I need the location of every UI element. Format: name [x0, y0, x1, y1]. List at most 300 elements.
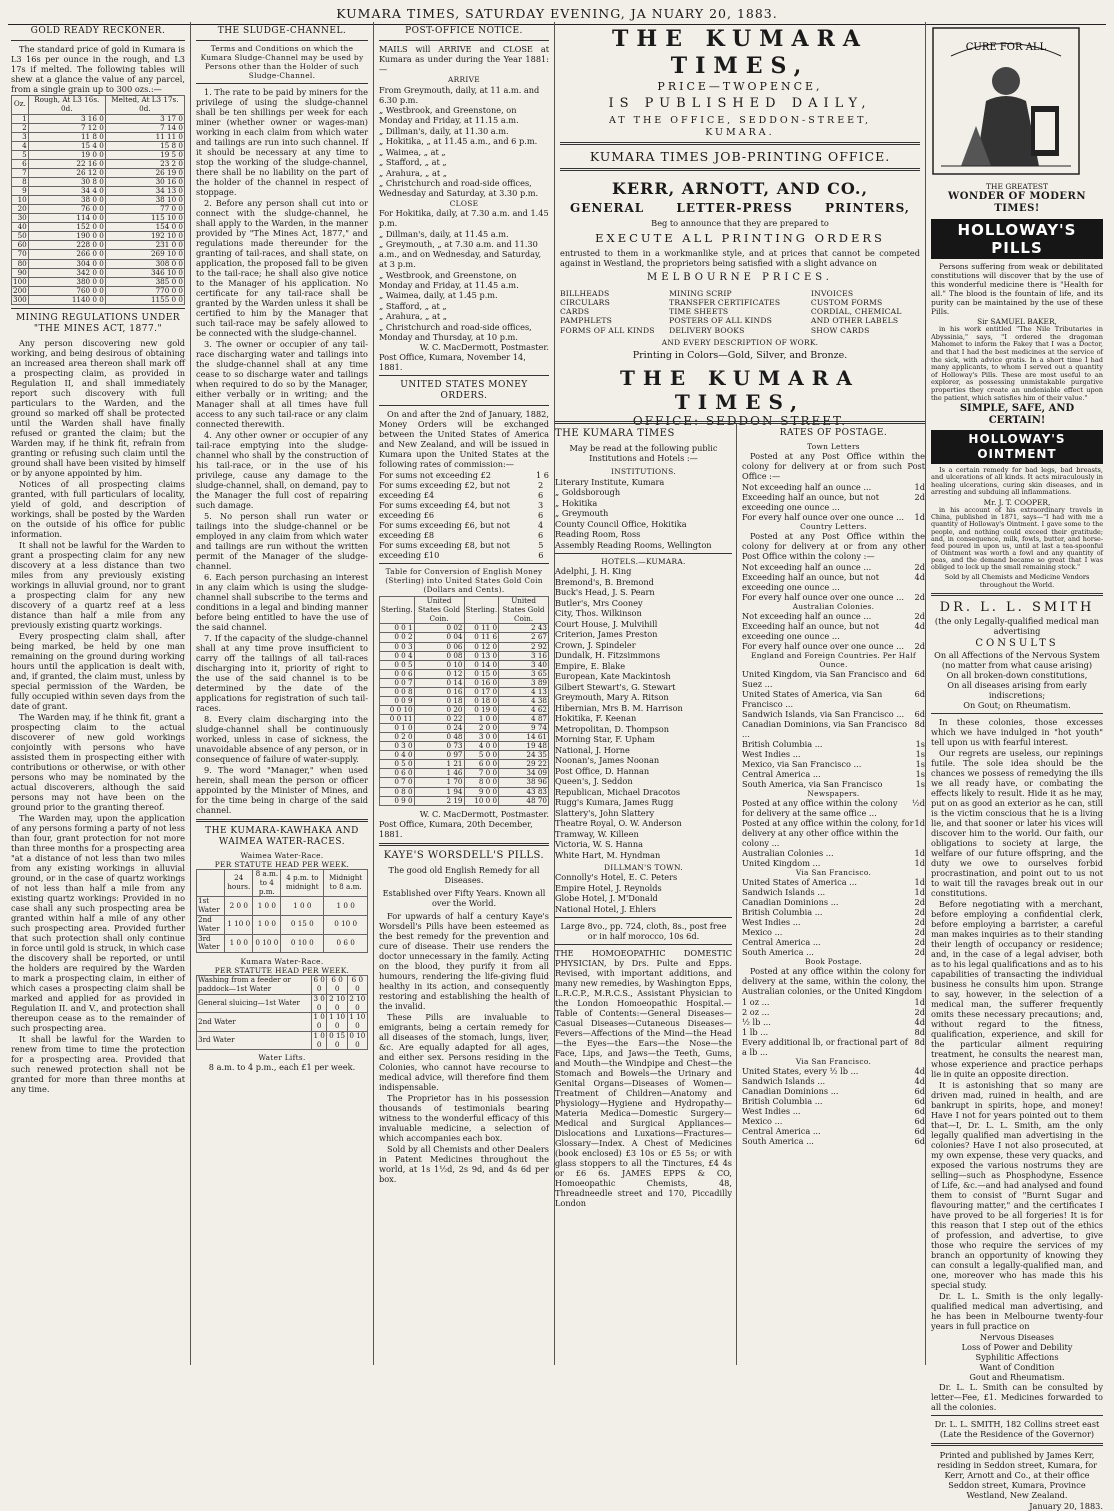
gold-row-cell: 114 0 0	[28, 214, 105, 223]
gold-row	[12, 114, 185, 123]
conversion-row-cell: 48 70	[499, 796, 549, 805]
waimea-row-cell: 1 0 0	[324, 897, 368, 916]
money-order-row	[379, 540, 549, 560]
waimea-row-cell: 0 15 0	[281, 916, 324, 935]
rate-value: 6d	[914, 1106, 925, 1117]
gold-row-cell: 1140 0 0	[28, 295, 105, 304]
rate-value: 8d	[914, 719, 925, 730]
conversion-row-cell: 5 0 0	[464, 751, 499, 760]
rate-row	[742, 1007, 925, 1017]
dr-fee: Dr. L. L. Smith can be consulted by letter—Fee, £1. Medicines forwarded to all the colonies.	[931, 1381, 1103, 1412]
waimea-row-cell: 1 0 0	[225, 934, 253, 953]
rate-row	[742, 1017, 925, 1027]
gold-row-cell: 38 10 0	[105, 196, 184, 205]
conversion-row-cell: 4 38	[499, 696, 549, 705]
conversion-row-cell: 1 70	[414, 778, 464, 787]
kaye-paragraph: The Proprietor has in his possession thousands of testimonials bearing witness to the wonderful efficacy of this invaluable medicine, a selection of which accompanies each box.	[379, 1092, 549, 1143]
printing-item: POSTERS OF ALL KINDS	[669, 316, 773, 326]
sludge-paragraph: 1. The rate to be paid by miners for the privilege of using the sludge-channel shall be ten shillings per week for each miner (whether owner or wages-man) working in each claim from which water and tailings are run into such channel. If it should be necessary at any time to stop the working of the sludge-channel, there shall be no liability on the part of the holder of the channel in respect of stoppage.	[196, 87, 368, 198]
waimea-row	[197, 934, 368, 953]
hotel-item: Greymouth, Mary A. Ritson	[555, 692, 669, 703]
rate-value: 6d	[914, 669, 925, 680]
conversion-row-cell: 0 7 0	[380, 778, 415, 787]
dr-smith-sub: (the only Legally-qualified medical man advertising	[934, 615, 1100, 636]
divider	[379, 563, 549, 564]
printing-item: TRANSFER CERTIFICATES	[669, 297, 781, 307]
simple-safe-label: SIMPLE, SAFE, AND CERTAIN!	[959, 403, 1075, 427]
mining-paragraph: It shall not be lawful for the Warden to grant a prospecting claim for any new discovery at a less distance than two miles from any previously existing workings in alluvial ground, nor to grant a prospecting claim for any new discovery of a quartz reef at a less distance than half a mile from any previously existing quartz workings.	[11, 539, 185, 630]
close-line: For Hokitika, daily, at 7.30 a.m. and 1.45 p.m.	[379, 208, 549, 229]
divider	[555, 944, 732, 945]
rate-section-title: Via San Francisco.	[795, 1057, 872, 1067]
gold-row-cell: 50	[12, 232, 29, 241]
conversion-row-cell: 19 48	[499, 742, 549, 751]
rate-row	[742, 562, 925, 572]
gold-row-cell: 9	[12, 187, 29, 196]
water-lifts-title: Water Lifts.	[258, 1053, 306, 1063]
gold-row	[12, 123, 185, 132]
conversion-row-cell: 2 0 0	[464, 724, 499, 733]
post-office-date-2: Post Office, Kumara, 20th December, 1881.	[379, 818, 533, 839]
homoeopathic-text: THE HOMOEOPATHIC DOMESTIC PHYSICIAN, by Drs. Pulte and Epps. Revised, with important additions, and many new remedies, by Washington Epps, L.R.C.P., M.R.C.S., Assistant Physician to the London Homoeopathic Hospital.—Table of Contents:—General Diseases—Casual Diseases—Cutaneous Diseases—Fevers—Affections of the Mind—the Head—the Eyes—the Ears—the Nose—the Face, Lips, and Jaws—the Teeth, Gums, and Mouth—the Windpipe and Chest—the Stomach and Bowels—the Urinary and Genital Organs—Diseases of Women—Treatment of Children—Anatomy and Physiology—Hygiene and Hydropathy—Materia Medica—Domestic Surgery—Medical and Surgical Appliances—Dislocations and Luxations—Fractures—Glossary—Index. A Chest of Medicines (book enclosed) £3 10s or £5 5s; or with glass stoppers to all the Tinctures, £4 4s or £6 6s. JAMES EPPS & CO, Homoeopathic Chemists, 48, Threadneedle street and 170, Piccadilly London	[555, 947, 732, 1208]
rate-label: Canadian Dominions, via San Francisco ...	[742, 719, 908, 740]
conversion-row-cell: 9 74	[499, 724, 549, 733]
rate-row	[742, 1126, 925, 1136]
rate-label: Canadian Dominions ...	[742, 897, 839, 908]
rate-label: West Indies ...	[742, 1106, 801, 1117]
rate-label: Exceeding half an ounce, but not exceeding one ounce ...	[742, 492, 880, 512]
conversion-row-cell: 3 89	[499, 678, 549, 687]
rate-label: Not exceeding half an ounce ...	[742, 482, 872, 492]
conversion-row-cell: 43 83	[499, 787, 549, 796]
water-lifts-text: 8 a.m. to 4 p.m., each £1 per week.	[208, 1062, 356, 1073]
conversion-row-cell: 0 5 0	[380, 760, 415, 769]
dr-list-item: Syphilitic Affections	[975, 1351, 1059, 1362]
conversion-row-cell: 0 16	[414, 687, 464, 696]
arrive-line: „ Christchurch and road-side offices, Wednesday and Saturday, at 3.30 p.m.	[379, 178, 539, 198]
hotel-item: Hibernian, Mrs B. M. Harrison	[555, 702, 683, 713]
dillman-item: Connolly's Hotel, E. C. Peters	[555, 872, 678, 883]
rate-section-text: Posted at any office within the colony for delivery at the same, within the colony, the Australian colonies, or the United Kingdom	[742, 966, 925, 997]
rate-value: 6d	[914, 1116, 925, 1127]
rate-value: 2d	[914, 492, 925, 502]
kumara-race-row-cell: Washing from a feeder or paddock—1st Water	[197, 976, 312, 995]
masthead: KUMARA TIMES, SATURDAY EVENING, JA NUARY 20, 1883.	[8, 6, 1106, 25]
money-order-row	[379, 470, 549, 480]
rate-label: Not exceeding half an ounce ...	[742, 562, 872, 573]
gold-row-cell: 308 0 0	[105, 259, 184, 268]
dr-paragraph: In these colonies, those excesses which we have indulged in "hot youth" tell upon us with fearful interest.	[931, 716, 1103, 747]
gold-row-cell: 15 4 0	[28, 141, 105, 150]
conversion-row-cell: 7 0 0	[464, 769, 499, 778]
close-list	[379, 208, 549, 342]
columns	[6, 22, 1108, 1511]
rate-row	[742, 1136, 925, 1146]
per-head-label-2: PER STATUTE HEAD PER WEEK.	[214, 966, 350, 976]
sludge-terms	[196, 87, 368, 815]
money-order-fee: 2 6	[538, 479, 544, 500]
hotel-item: Court House, J. Mulvihill	[555, 618, 658, 629]
dr-list-item: Nervous Diseases	[980, 1331, 1054, 1342]
column-kumara-times	[555, 22, 926, 1365]
rate-row	[742, 779, 925, 789]
gold-row-cell: 80	[12, 259, 29, 268]
conversion-row-cell: 0 22	[414, 715, 464, 724]
greatest-label: THE GREATEST	[985, 182, 1049, 191]
conversion-row-cell: 0 10	[414, 660, 464, 669]
kumara-race-row-cell: 2 10 0	[327, 994, 347, 1013]
kt-read-title: THE KUMARA TIMES	[555, 428, 675, 439]
hotels-list	[555, 566, 732, 860]
printing-item: CARDS	[560, 307, 590, 317]
kaye-text	[379, 911, 549, 1184]
hotel-item: Crown, J. Spindeler	[555, 639, 636, 650]
arrive-line: „ Hokitika, „ at 11.45 a.m., and 6 p.m.	[379, 136, 538, 146]
kumara-race-row	[197, 976, 368, 995]
conversion-row-cell: 3 16	[499, 651, 549, 660]
gold-row-cell: 200	[13, 285, 27, 295]
divider	[931, 1415, 1103, 1416]
kaye-paragraph: Sold by all Chemists and other Dealers in Patent Medicines throughout the world, at 1s 1½d, 2s 9d, and 4s 6d per box.	[379, 1143, 549, 1184]
hotel-item: Criterion, James Preston	[555, 629, 658, 640]
rate-value: 4d	[914, 621, 925, 632]
divider	[931, 1443, 1103, 1446]
per-head-label: PER STATUTE HEAD PER WEEK.	[214, 860, 350, 870]
rate-value: 6d	[914, 1126, 925, 1137]
melted-header: Melted, At L3 17s. 0d.	[105, 95, 184, 114]
rate-label: South America, via San Francisco	[742, 779, 883, 790]
rate-value: 1d	[914, 858, 925, 869]
dr-smith-title: DR. L. L. SMITH	[939, 599, 1095, 615]
rate-section-title: Country Letters.	[800, 522, 867, 531]
gold-row-cell: 266 0 0	[28, 250, 105, 259]
conversion-row-cell: 0 0 10	[380, 705, 415, 714]
dillman-item: National Hotel, J. Ehlers	[555, 903, 656, 914]
rates-content	[742, 442, 925, 1146]
conversion-row-cell: 0 0 5	[380, 660, 415, 669]
rate-label: British Columbia ...	[742, 907, 823, 918]
conversion-row-cell: 0 18 0	[464, 696, 499, 705]
conversion-row-cell: 0 15 0	[464, 669, 499, 678]
rate-value: 2d	[914, 562, 925, 573]
rate-row	[742, 877, 925, 887]
gold-row-cell: 34 13 0	[105, 187, 184, 196]
printing-item: AND OTHER LABELS	[810, 316, 899, 326]
rate-value: 1d	[914, 512, 925, 522]
dr-list-item: Gout and Rheumatism.	[969, 1371, 1065, 1382]
baker-text: in his work entitled "The Nile Tributaries in Abyssinia," says, "I ordered the dragoman Mahomet to inform the Fakey that I was a Doctor, and that I had the best medicines at the service of the sick, with advice gratis. In a short time I had many applicants, to whom I served out a quantity of Holloway's Pills. These are most useful to an explorer, as possessing unmistakable purgative properties they create an undeniable effect upon the patient, which satisfies him of their value."	[931, 325, 1103, 402]
divider	[560, 168, 920, 171]
gold-row-cell: 1	[12, 114, 29, 123]
rate-label: Posted at any office within the colony, for delivery at any other office within the colony ...	[742, 818, 914, 849]
conversion-row-cell: 29 22	[499, 760, 549, 769]
divider	[196, 83, 368, 84]
rate-value: 4d	[914, 1066, 925, 1077]
rate-section-title: Newspapers.	[807, 789, 860, 799]
rate-value: ½d	[911, 798, 925, 809]
close-line: „ Westbrook, and Greenstone, on Monday and Friday, at 11.45 a.m.	[379, 269, 519, 290]
gold-row	[12, 286, 185, 295]
conversion-row-cell: 0 13 0	[464, 651, 499, 660]
mining-paragraph: Every prospecting claim shall, after being marked, be held by one man remaining on the ground during working hours until the application is dealt with, and, if granted, the claim must, unless by special permission of the Warden, be fully occupied within seven days from the date of grant.	[11, 630, 185, 711]
post-office-title: POST-OFFICE NOTICE.	[405, 26, 523, 36]
kaye-subtitle: The good old English Remedy for all Diseases.	[388, 864, 540, 885]
money-order-label: For sums exceeding £2, but not exceeding £4	[379, 479, 510, 500]
oz-header: Oz.	[12, 95, 29, 114]
conversion-row-cell: 0 97	[414, 751, 464, 760]
dr-address: Dr. L. L. SMITH, 182 Collins street east (Late the Residence of the Governor)	[934, 1418, 1100, 1439]
rate-label: Mexico ...	[742, 1116, 783, 1127]
arrive-line: From Greymouth, daily, at 11 a.m. and 6.30 p.m.	[379, 84, 540, 105]
rate-value: 6d	[914, 1136, 925, 1147]
rate-row	[742, 927, 925, 937]
gold-row-cell: 11 11 0	[105, 132, 184, 141]
dr-smith-list	[931, 1332, 1103, 1382]
kumara-race-row-cell: 3rd Water	[197, 1031, 312, 1050]
wonder-label: WONDER OF MODERN TIMES!	[948, 191, 1086, 215]
printing-item: TIME SHEETS	[669, 307, 729, 317]
rate-section-title: Australian Colonies.	[792, 602, 875, 612]
hotel-item: National, J. Horne	[555, 744, 630, 755]
kumara-race-row-cell: 6 0 0	[327, 976, 347, 995]
sludge-subtitle: Terms and Conditions on which the Kumara Sludge-Channel may be used by Persons other than the Holder of such Sludge-Channel.	[200, 43, 364, 81]
sludge-paragraph: 7. If the capacity of the sludge-channel shall at any time prove insufficient to carry off the tailings of all tail-races discharging into it, priority of right to the use of the said channel is to be determined by the date of the applications for registration of such tail-races.	[196, 633, 368, 714]
rate-label: Mexico ...	[742, 927, 783, 938]
rate-row	[742, 611, 925, 621]
rate-value: 1d	[914, 848, 925, 859]
conversion-row-cell: 0 14	[414, 678, 464, 687]
printing-item: FORMS OF ALL KINDS	[560, 325, 655, 335]
lower-section	[555, 424, 925, 1365]
waimea-header: 8 a.m. to 4 p.m.	[253, 870, 281, 897]
arrive-line: „ Dillman's, daily, at 11.30 a.m.	[379, 125, 509, 136]
rate-label: Mexico, via San Francisco ...	[742, 759, 862, 770]
conversion-row-cell: 4 62	[499, 705, 549, 714]
every-description: AND EVERY DESCRIPTION OF WORK.	[661, 337, 819, 347]
gold-table	[11, 95, 185, 305]
kumara-race-row-cell: 1 0 0	[311, 1013, 327, 1032]
gold-row-cell: 19 5 0	[105, 150, 184, 159]
conversion-header: United States Gold Coin.	[414, 597, 464, 624]
conversion-row-cell: 0 0 8	[380, 687, 415, 696]
rate-label: United States of America ...	[742, 877, 857, 888]
gold-row-cell: 115 10 0	[105, 214, 184, 223]
rate-value: 2d	[914, 947, 925, 958]
hotel-item: Republican, Michael Dracotos	[555, 786, 681, 797]
institution-item: „ Goldsborough	[555, 487, 621, 498]
money-order-row	[379, 520, 549, 540]
sludge-paragraph: 4. Any other owner or occupier of any tail-race emptying into the sludge-channel who shall by the construction of his tail-race, or in the use of his privilege, cause any damage to the sludge-channel, shall, on demand, pay to the Manager the full cost of repairing such damage.	[196, 430, 368, 511]
printing-item: DELIVERY BOOKS	[669, 325, 745, 335]
gold-row-cell: 3 16 0	[28, 114, 105, 123]
rate-row	[742, 572, 925, 592]
arrive-line: „ Westbrook, and Greenstone, on Monday and Friday, at 11.15 a.m.	[379, 105, 519, 125]
rate-value: 6d	[914, 709, 925, 720]
hotel-item: Post Office, D. Hannan	[555, 765, 650, 776]
arrive-label: ARRIVE	[448, 74, 480, 84]
rate-value: 4d	[914, 1076, 925, 1087]
close-line: „ Dillman's, daily, at 11.45 a.m.	[379, 228, 509, 239]
gold-row-cell: 30	[12, 214, 29, 223]
money-order-fee: 4 6	[538, 519, 544, 540]
rate-section-title: Via San Francisco.	[795, 868, 872, 878]
conversion-row-cell: 0 0 4	[380, 651, 415, 660]
rate-value: 2d	[914, 917, 925, 928]
conversion-row-cell: 0 11 6	[464, 633, 499, 642]
printing-item: CIRCULARS	[560, 297, 610, 307]
general-word: GENERAL	[570, 200, 645, 215]
conversion-row	[380, 633, 549, 642]
institution-item: „ Hokitika	[555, 497, 598, 508]
dr-paragraph: Our regrets are useless, our repinings futile. The sole idea should be the chances we possess of remedying the ills we all ready have, or combating the effects likely to result. Hide it as he may, put on as good an exterior as he can, still is the victim conscious that he is a living lie, and that sooner or later his vices will discover him to the world. Our faith, our obligations to society at large, the welfare of our future offspring, and the duty we owe to ourselves forbid procrastination, and point out to us not to wait till the ravages break out in our constitutions.	[931, 747, 1103, 898]
dillman-item: Empire Hotel, J. Reynolds	[555, 882, 662, 893]
mining-paragraph: The Warden may, upon the application of any persons forming a party of not less than four, grant protection for not more than three months for a prospecting area "at a distance of not less than two miles from any existing workings in alluvial ground, or in the case of quartz workings of not less than half a mile from any existing quartz workings: Provided in no case shall any such prospecting area be granted within half a mile of any other such prospecting area. Provided further that such protection shall only continue in force until gold is struck, in which case the discovery shall be reported, or until the holders are required by the Warden to mark a prospecting claim, in either of which cases a prospecting claim shall be marked and applied for as provided in Regulation II. and V., and protection shall thereupon cease as to the remainder of such prospecting area.	[11, 812, 185, 1033]
waimea-row-cell: 0 10 0	[324, 916, 368, 935]
conversion-row-cell: 0 02	[414, 624, 464, 633]
hotel-item: Noonan's, James Noonan	[555, 755, 660, 766]
mining-paragraph: It shall be lawful for the Warden to renew from time to time the protection for a prospecting area. Provided that such renewed protection shall not be granted for more than three months at any time.	[11, 1033, 185, 1094]
arrive-list	[379, 85, 549, 199]
rate-label: For every half ounce over one ounce ...	[742, 512, 904, 522]
mining-paragraph: The Warden may, if he think fit, grant a prospecting claim to the actual discoverer of new gold workings conjointly with persons who have assisted them in prospecting either with contributions or otherwise, or with other persons who may be nominated by the actual discoverers, although the said persons may not have been on the ground prior to the granting thereof.	[11, 711, 185, 812]
divider	[555, 553, 732, 554]
conversion-row-cell: 8 0 0	[464, 778, 499, 787]
kumara-race-row-cell: 2 10 0	[347, 994, 367, 1013]
rate-row	[742, 492, 925, 512]
money-order-fee: 3 6	[538, 499, 544, 520]
general-printers	[570, 201, 910, 216]
rate-row	[742, 621, 925, 641]
rate-value: 6d	[914, 689, 925, 700]
published-line: IS PUBLISHED DAILY,	[608, 96, 872, 112]
hotel-item: Buck's Head, J. S. Pearn	[555, 587, 655, 598]
institutions-list	[555, 477, 732, 550]
execute-line: EXECUTE ALL PRINTING ORDERS	[595, 231, 885, 246]
gold-intro: The standard price of gold in Kumara is L3 16s per ounce in the rough, and L3 17s if melted. The following tables will shew at a glance the value of any parcel, from a single grain up to 300 ozs.:—	[11, 43, 185, 94]
gold-row-cell: 760 0 0	[28, 286, 105, 295]
gold-row-cell: 4	[12, 141, 29, 150]
gold-row-cell: 6	[12, 159, 29, 168]
hotel-item: Victoria, W. S. Hanna	[555, 839, 643, 850]
waimea-row-cell: 1 10 0	[225, 916, 253, 935]
gold-row-cell: 5	[12, 150, 29, 159]
gold-row-cell: 190 0 0	[28, 232, 105, 241]
conversion-row-cell: 2 67	[499, 633, 549, 642]
conversion-row-cell: 0 18	[414, 696, 464, 705]
sludge-paragraph: 6. Each person purchasing an interest in any claim which is using the sludge-channel shall subscribe to the terms and conditions in a legal and binding manner before being entitled to have the use of the said channel.	[196, 572, 368, 633]
rate-row	[742, 1086, 925, 1096]
gold-row-cell: 152 0 0	[28, 223, 105, 232]
rate-section-text: Posted at any Post Office within the colony for delivery at or from any other Post Office within the colony :—	[742, 531, 925, 562]
rate-label: United Kingdom, via San Francisco and Suez ...	[742, 669, 907, 690]
rate-row	[742, 947, 925, 957]
gold-row-cell: 38 0 0	[28, 196, 105, 205]
column-holloway	[926, 22, 1108, 1511]
rate-section-title: Book Postage.	[805, 957, 862, 967]
gold-row-cell: 154 0 0	[105, 223, 184, 232]
gold-row	[12, 268, 185, 277]
institution-item: Literary Institute, Kumara	[555, 476, 665, 487]
conversion-row-cell: 3 0 0	[464, 733, 499, 742]
conversion-row	[380, 642, 549, 651]
gold-row-cell: 10	[12, 196, 29, 205]
conversion-row-cell: 0 9 0	[380, 796, 415, 805]
conversion-row-cell: 0 11 0	[464, 624, 499, 633]
rate-label: Posted at any office within the colony for delivery at the same office ...	[742, 798, 898, 819]
kumara-race-row-cell: 6 0 0	[347, 976, 367, 995]
rate-section-text: Posted at any Post Office within the colony for delivery at or from such Post Office :—	[742, 451, 925, 481]
hotel-item: Tramway, W. Killeen	[555, 828, 639, 839]
waimea-header	[197, 870, 225, 897]
conversion-row	[380, 678, 549, 687]
rate-value: 8d	[914, 1037, 925, 1048]
close-label: CLOSE	[449, 198, 479, 208]
gold-row	[12, 277, 185, 286]
rate-row	[742, 641, 925, 651]
imprint-date: January 20, 1883.	[1029, 1500, 1103, 1511]
waimea-row-cell: 1st Water	[197, 897, 225, 916]
rate-label: Exceeding half an ounce, but not exceeding one ounce ...	[742, 621, 880, 642]
sludge-title: THE SLUDGE-CHANNEL.	[217, 26, 347, 36]
kumara-race-row-cell: 3 0 0	[311, 994, 327, 1013]
conversion-row-cell: 10 0 0	[464, 796, 499, 805]
gold-row-cell: 385 0 0	[105, 277, 184, 286]
rate-row	[742, 669, 925, 689]
conversion-row-cell: 0 0 11	[380, 715, 415, 724]
rate-row	[742, 1027, 925, 1037]
kumara-race-row-cell: 1 10 0	[347, 1013, 367, 1032]
rate-row	[742, 739, 925, 749]
conversion-row	[380, 778, 549, 787]
rate-value: 4d	[914, 572, 925, 583]
rate-label: British Columbia ...	[742, 1096, 823, 1107]
conversion-row-cell: 2 43	[499, 624, 549, 633]
imprint: Printed and published by James Kerr, residing in Seddon street, Kumara, for Kerr, Arnott and Co., at their office Seddon street, Kumara, Province Westland, New Zealand.	[936, 1449, 1098, 1500]
rate-value: 1s	[915, 759, 925, 770]
hotel-item: Dundalk, H. Fitzsimmons	[555, 650, 661, 661]
money-orders-title: UNITED STATES MONEY ORDERS.	[400, 380, 528, 401]
divider	[560, 142, 920, 145]
rate-row	[742, 759, 925, 769]
gold-row-cell: 90	[12, 268, 29, 277]
rate-value: 6d	[914, 1096, 925, 1107]
holloways-ointment-banner: HOLLOWAY'S OINTMENT	[931, 430, 1103, 463]
rate-value: 2d	[914, 611, 925, 622]
rate-row	[742, 848, 925, 858]
rate-value: 1s	[915, 739, 925, 750]
gold-row-cell: 7 14 0	[105, 123, 184, 132]
rate-label: West Indies ...	[742, 917, 801, 928]
rate-label: For every half ounce over one ounce ...	[742, 641, 904, 652]
dr-paragraph: Before negotiating with a merchant, before employing a confidential clerk, before employing a barrister, a careful man makes inquiries as to their standing their length of occupancy or residence; and, in the case of a legal adviser, both as to his legal qualifications and as to his capabilities of transacting the individual business he consults him upon. Strange to say, however, in the selection of a medical man, the sufferer frequently omits these necessary precautions; and, without regard to the fitness, qualification, experience, and skill for the particular ailment requiring treatment, he consults the nearest man, whose experience and practice perhaps lie in quite an opposite direction.	[931, 898, 1103, 1079]
gold-row	[12, 295, 185, 304]
kumara-race-row-cell: 1 10 0	[327, 1013, 347, 1032]
waimea-table	[196, 869, 368, 953]
conversion-row-cell: 0 06	[414, 642, 464, 651]
conversion-row-cell: 0 6 0	[380, 769, 415, 778]
gold-row-cell: 77 0 0	[105, 205, 184, 214]
rate-value: 1d	[914, 482, 925, 492]
sludge-paragraph: 8. Every claim discharging into the sludge-channel shall be continuously worked, unless in case of sickness, the unavoidable absence of any person, or in consequence of failure of water-supply.	[196, 714, 368, 765]
conversion-row-cell: 0 3 0	[380, 742, 415, 751]
rate-row	[742, 719, 925, 739]
conversion-title: Table for Conversion of English Money (Sterling) into United States Gold Coin (Dollars and Cents).	[385, 566, 543, 595]
waimea-row-cell: 2 0 0	[225, 897, 253, 916]
rate-label: Not exceeding half an ounce ...	[742, 611, 872, 622]
gold-row	[12, 150, 185, 159]
rate-row	[742, 482, 925, 492]
rate-row	[742, 858, 925, 868]
